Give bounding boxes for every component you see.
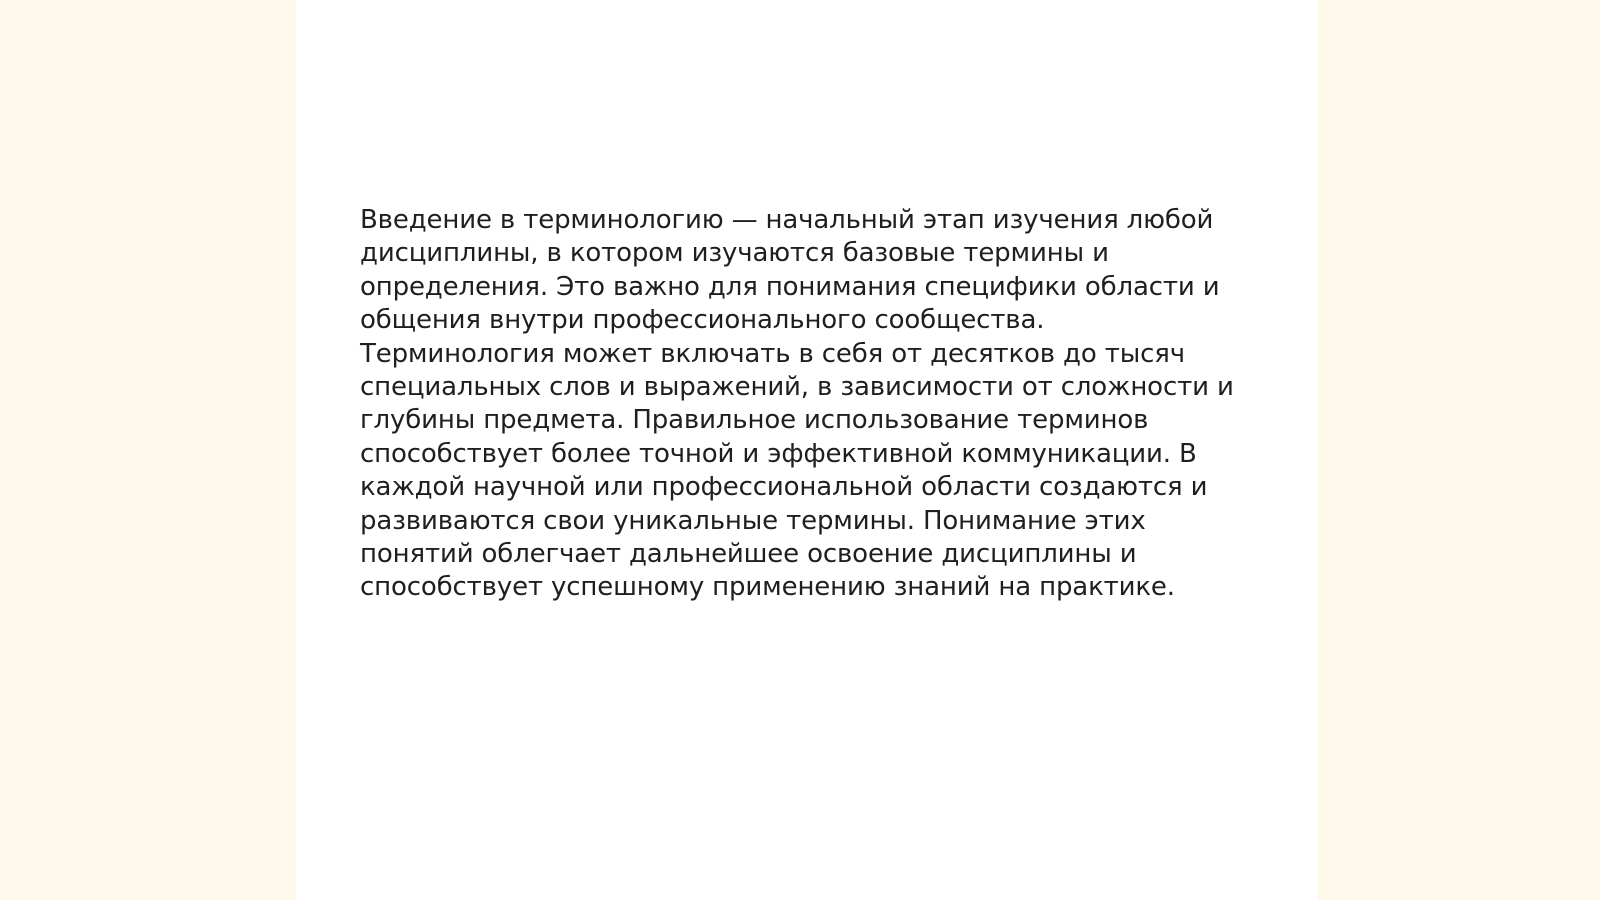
- paragraph-line-4: общения внутри профессионального сообщества.: [360, 305, 1045, 336]
- paragraph-line-2: дисциплины, в котором изучаются базовые термины и: [360, 238, 1109, 269]
- paragraph-line-5: Терминология может включать в себя от десятков до тысяч: [360, 338, 1185, 369]
- paragraph-line-3: определения. Это важно для понимания специфики области и: [360, 271, 1220, 302]
- body-paragraph: [360, 204, 1260, 605]
- paragraph-line-11: понятий облегчает дальнейшее освоение дисциплины и: [360, 539, 1137, 570]
- document-page: [296, 0, 1318, 900]
- paragraph-line-7: глубины предмета. Правильное использование терминов: [360, 405, 1149, 436]
- paragraph-line-6: специальных слов и выражений, в зависимости от сложности и: [360, 372, 1234, 403]
- paragraph-line-9: каждой научной или профессиональной области создаются и: [360, 472, 1208, 503]
- paragraph-line-8: способствует более точной и эффективной коммуникации. В: [360, 438, 1197, 469]
- paragraph-line-10: развиваются свои уникальные термины. Понимание этих: [360, 505, 1146, 536]
- paragraph-line-1: Введение в терминологию — начальный этап изучения любой: [360, 205, 1214, 235]
- paragraph-line-12: способствует успешному применению знаний на практике.: [360, 572, 1175, 603]
